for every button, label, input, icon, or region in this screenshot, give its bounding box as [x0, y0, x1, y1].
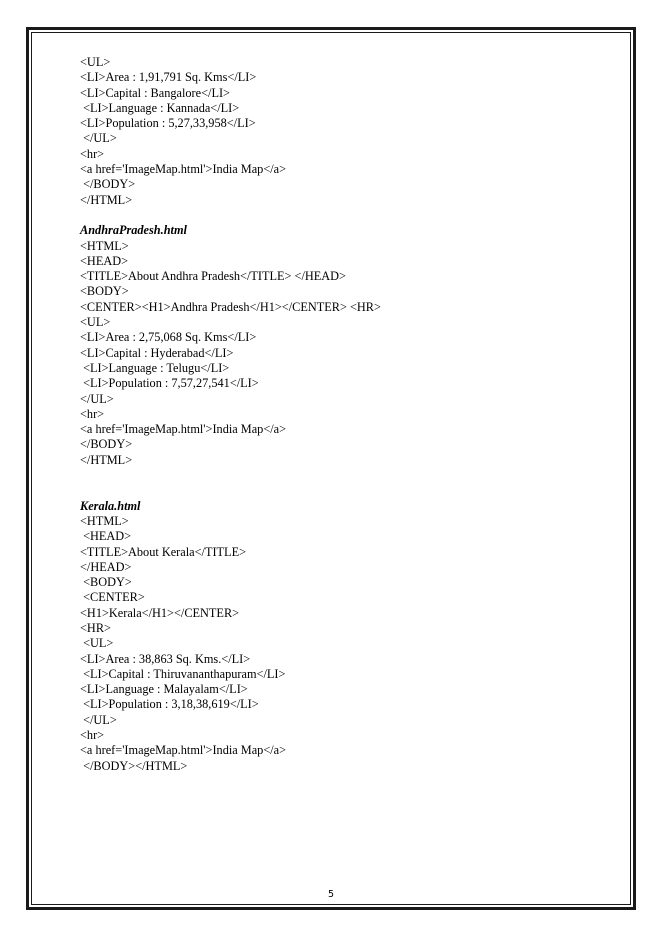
- code-line: </BODY></HTML>: [80, 758, 188, 773]
- code-line: <TITLE>About Andhra Pradesh</TITLE> </HEAD>: [80, 269, 346, 284]
- code-line: <LI>Area : 38,863 Sq. Kms.</LI>: [80, 651, 251, 666]
- code-line: <LI>Language : Kannada</LI>: [80, 100, 240, 115]
- code-line: <UL>: [80, 315, 111, 330]
- file-heading: Kerala.html: [80, 498, 141, 513]
- code-line: <TITLE>About Kerala</TITLE>: [80, 544, 247, 559]
- code-line: <LI>Capital : Hyderabad</LI>: [80, 345, 234, 360]
- code-line: </BODY>: [80, 437, 133, 452]
- code-line: <CENTER>: [80, 590, 145, 605]
- code-line: </UL>: [80, 131, 117, 146]
- karnataka-code-tail: [80, 55, 600, 208]
- code-line: <HTML>: [80, 238, 129, 253]
- code-line: <a href='ImageMap.html'>India Map</a>: [80, 743, 287, 758]
- code-line: <UL>: [80, 55, 111, 69]
- code-line: </HEAD>: [80, 559, 132, 574]
- code-line: <BODY>: [80, 284, 129, 299]
- code-line: </UL>: [80, 712, 117, 727]
- andhra-section: [80, 223, 600, 468]
- code-line: </UL>: [80, 391, 114, 406]
- code-line: </HTML>: [80, 452, 133, 467]
- code-line: <HTML>: [80, 513, 129, 528]
- code-line: <hr>: [80, 728, 105, 743]
- file-heading: AndhraPradesh.html: [80, 223, 187, 238]
- code-line: <LI>Area : 1,91,791 Sq. Kms</LI>: [80, 70, 257, 85]
- page-number: 5: [327, 889, 335, 900]
- code-line: </HTML>: [80, 192, 133, 207]
- code-line: <UL>: [80, 636, 114, 651]
- code-line: <LI>Population : 7,57,27,541</LI>: [80, 376, 259, 391]
- code-line: <LI>Language : Telugu</LI>: [80, 360, 230, 375]
- code-line: <LI>Population : 3,18,38,619</LI>: [80, 697, 259, 712]
- code-line: <CENTER><H1>Andhra Pradesh</H1></CENTER> <HR>: [80, 299, 381, 314]
- code-line: <hr>: [80, 406, 105, 421]
- code-line: <LI>Population : 5,27,33,958</LI>: [80, 116, 256, 131]
- code-line: <H1>Kerala</H1></CENTER>: [80, 605, 240, 620]
- code-line: <LI>Area : 2,75,068 Sq. Kms</LI>: [80, 330, 257, 345]
- code-listing: [80, 55, 600, 774]
- code-line: <HR>: [80, 620, 111, 635]
- code-line: <hr>: [80, 146, 105, 161]
- code-line: <BODY>: [80, 575, 132, 590]
- code-line: <HEAD>: [80, 529, 132, 544]
- code-line: <LI>Language : Malayalam</LI>: [80, 682, 248, 697]
- code-line: <a href='ImageMap.html'>India Map</a>: [80, 162, 287, 177]
- code-line: </BODY>: [80, 177, 136, 192]
- code-line: <LI>Capital : Thiruvananthapuram</LI>: [80, 666, 286, 681]
- code-line: <LI>Capital : Bangalore</LI>: [80, 85, 230, 100]
- kerala-section: [80, 499, 600, 774]
- code-line: <a href='ImageMap.html'>India Map</a>: [80, 422, 287, 437]
- code-line: <HEAD>: [80, 253, 129, 268]
